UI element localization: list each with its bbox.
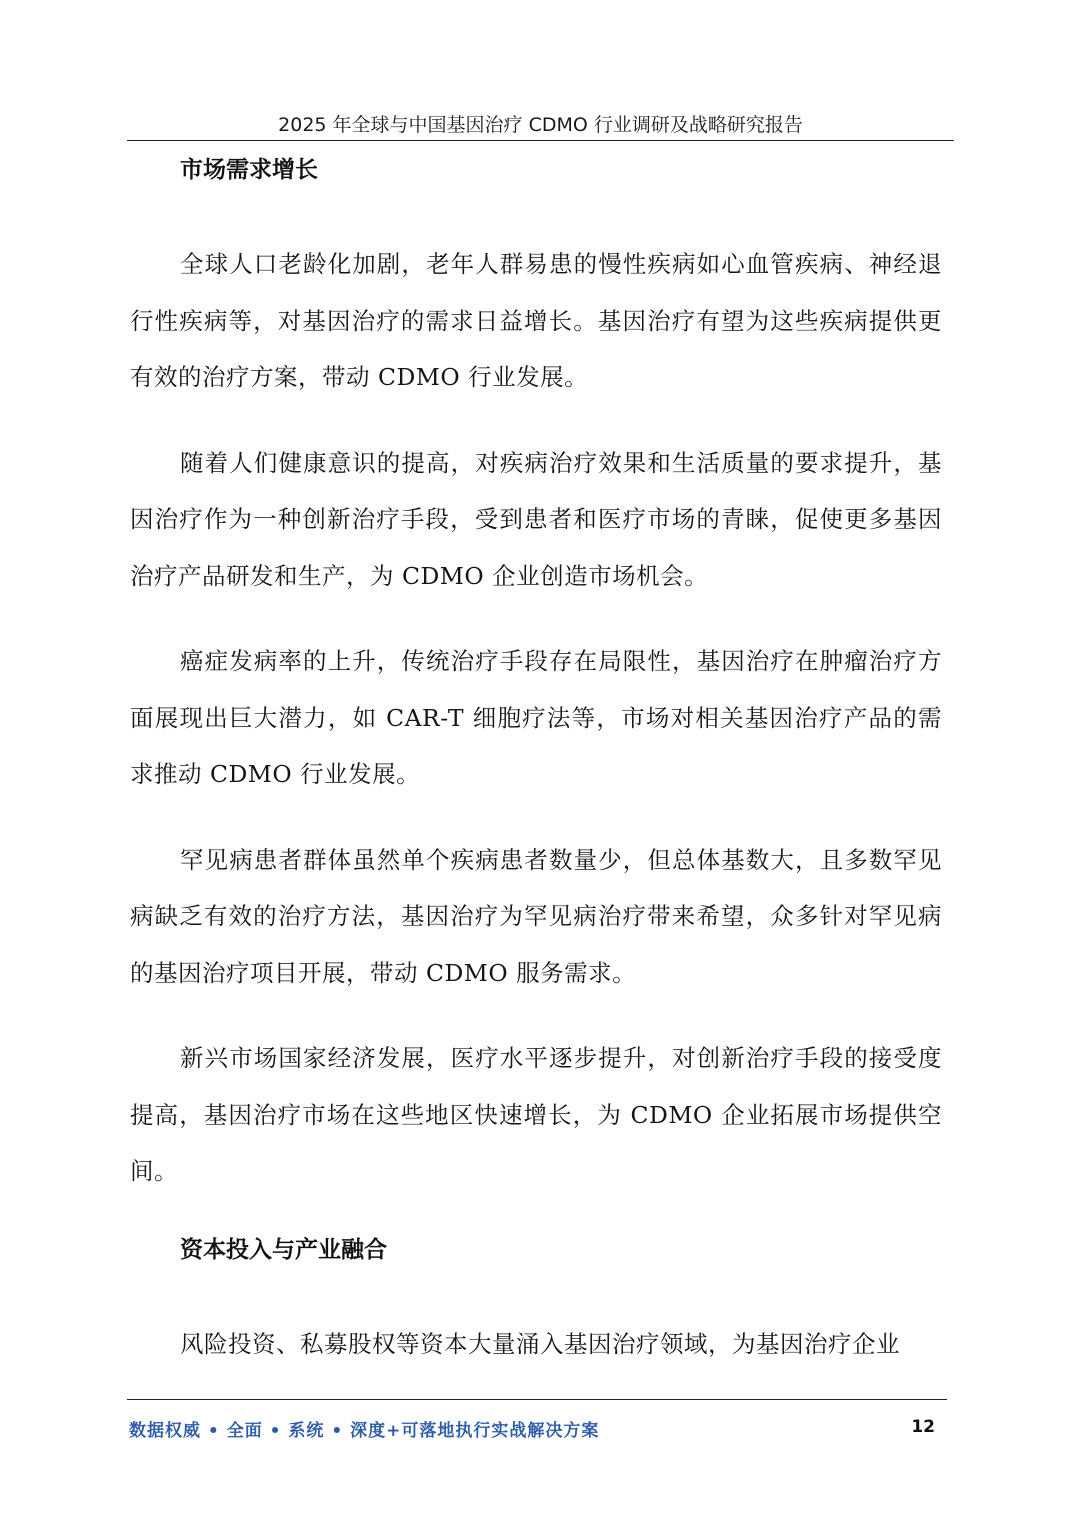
paragraph-venture-capital: 风险投资、私募股权等资本大量涌入基因治疗领域，为基因治疗企业 <box>180 1329 900 1358</box>
paragraph-rare-diseases: 罕见病患者群体虽然单个疾病患者数量少，但总体基数大，且多数罕见病缺乏有效的治疗方法，基因治疗为罕见病治疗带来希望，众多针对罕见病的基因治疗项目开展，带动 CDMO 服务需求。 <box>130 845 942 987</box>
paragraph-emerging-markets: 新兴市场国家经济发展，医疗水平逐步提升，对创新治疗手段的接受度提高，基因治疗市场在这些地区快速增长，为 CDMO 企业拓展市场提供空间。 <box>130 1044 942 1185</box>
paragraph-health-awareness: 随着人们健康意识的提高，对疾病治疗效果和生活质量的要求提升，基因治疗作为一种创新治疗手段，受到患者和医疗市场的青睐，促使更多基因治疗产品研发和生产，为 CDMO 企业创造市场机会。 <box>130 448 942 590</box>
page-footer <box>127 1399 947 1450</box>
footer-slogan: 数据权威 • 全面 • 系统 • 深度+可落地执行实战解决方案 <box>129 1421 600 1441</box>
paragraph-cancer-incidence: 癌症发病率的上升，传统治疗手段存在局限性，基因治疗在肿瘤治疗方面展现出巨大潜力，如 CAR-T 细胞疗法等，市场对相关基因治疗产品的需求推动 CDMO 行业发展。 <box>130 647 942 788</box>
section-heading-capital-investment: 资本投入与产业融合 <box>180 1236 387 1263</box>
page-number: 12 <box>911 1417 935 1437</box>
section-heading-market-demand: 市场需求增长 <box>180 157 318 183</box>
page-header <box>127 104 954 141</box>
report-title: 2025 年全球与中国基因治疗 CDMO 行业调研及战略研究报告 <box>278 114 803 136</box>
paragraph-aging-population: 全球人口老龄化加剧，老年人群易患的慢性疾病如心血管疾病、神经退行性疾病等，对基因治疗的需求日益增长。基因治疗有望为这些疾病提供更有效的治疗方案，带动 CDMO 行业发展。 <box>130 250 942 391</box>
page-body <box>130 150 942 1372</box>
